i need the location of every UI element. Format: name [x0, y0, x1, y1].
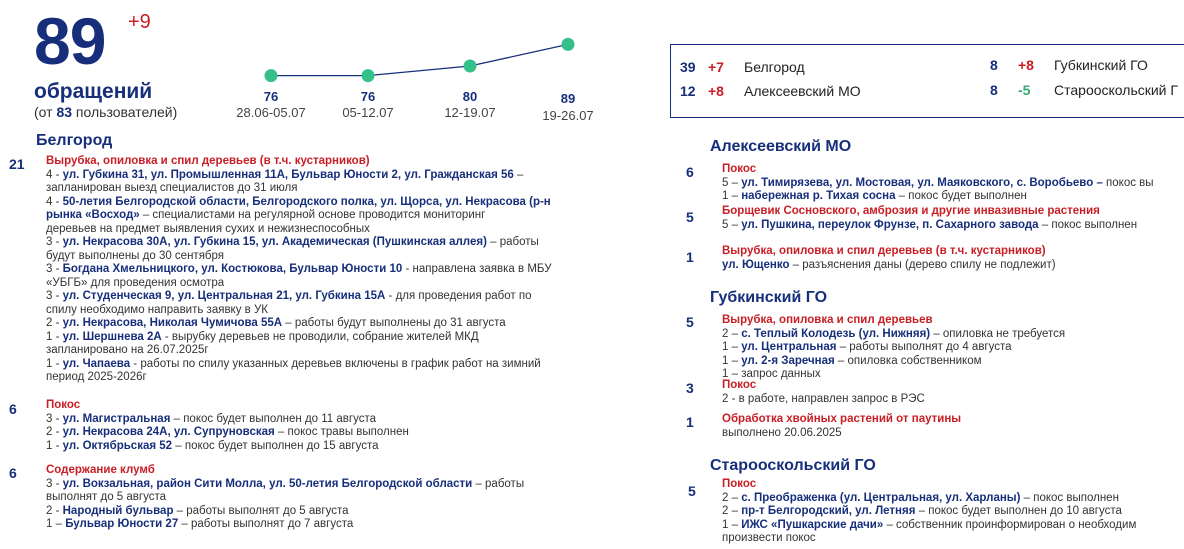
- issue-line: выполнят до 5 августа: [46, 491, 166, 503]
- issue-line: 1 - ул. Октябрьская 52 – покос будет выполнен до 15 августа: [46, 439, 379, 452]
- issue-line: 2 – пр-т Белгородский, ул. Летняя – покос будет выполнен до 10 августа: [722, 505, 1122, 517]
- issue-category: Покос: [722, 478, 757, 490]
- trend-value: 89: [560, 91, 576, 106]
- section-title-alekseevsky: Алексеевский МО: [710, 138, 852, 155]
- trend-date: 05-12.07: [342, 105, 394, 120]
- issue-line: 1 - ул. Чапаева - работы по спилу указанных деревьев включены в график работ на зимний: [46, 357, 541, 370]
- section-title-starooskolsky: Старооскольский ГО: [710, 457, 876, 474]
- issue-line: 3 - ул. Вокзальная, район Сити Молла, ул. 50-летия Белгородской области – работы: [46, 477, 525, 490]
- issue-line: 1 – ул. Центральная – работы выполнят до 4 августа: [722, 341, 1012, 353]
- trend-point: [464, 60, 477, 73]
- issue-line: 3 - ул. Некрасова 30А, ул. Губкина 15, ул. Академическая (Пушкинская аллея) – работы: [46, 236, 539, 248]
- issue-count: 6: [686, 164, 694, 180]
- trend-date: 19-26.07: [542, 108, 594, 123]
- issue-line: 1 – Бульвар Юности 27 – работы выполнят до 7 августа: [46, 518, 354, 530]
- issue-line: 1 – набережная р. Тихая сосна – покос будет выполнен: [722, 190, 1027, 202]
- trend-line: [271, 44, 568, 75]
- issue-category: Вырубка, опиловка и спил деревьев: [722, 314, 933, 326]
- issue-block: [722, 245, 1056, 272]
- issue-count: 21: [9, 156, 25, 172]
- issue-block: [722, 205, 1137, 232]
- issue-category: Обработка хвойных растений от паутины: [722, 413, 962, 425]
- section-title-gubkinsky: Губкинский ГО: [710, 289, 828, 306]
- issue-category: Борщевик Сосновского, амброзия и другие инвазивные растения: [722, 205, 1100, 217]
- summary-row: 39 +7 Белгород: [680, 59, 805, 75]
- summary-row: 8 -5 Старооскольский Г: [990, 82, 1178, 98]
- trend-value: 80: [462, 89, 478, 104]
- issue-line: 2 - ул. Некрасова, Николая Чумичова 55А – работы будут выполнены до 31 августа: [46, 317, 506, 329]
- issue-block: [46, 155, 552, 385]
- issue-line: 2 - Народный бульвар – работы выполнят до 5 августа: [46, 504, 349, 517]
- section-title-belgorod: Белгород: [36, 132, 113, 149]
- issue-count: 6: [9, 401, 17, 417]
- issue-line: 1 – запрос данных: [722, 368, 821, 380]
- issue-category: Покос: [46, 399, 81, 411]
- issue-line: 2 – с. Теплый Колодезь (ул. Нижняя) – опиловка не требуется: [722, 327, 1066, 340]
- issue-line: 1 - ул. Шершнева 2А - вырубку деревьев не проводили, собрание жителей МКД: [46, 330, 479, 343]
- issue-line: период 2025-2026г: [46, 371, 147, 383]
- issue-line: 2 - в работе, направлен запрос в РЭС: [722, 392, 925, 405]
- issue-line: «УБГБ» для проведения осмотра: [46, 276, 225, 289]
- issue-block: [722, 163, 1154, 204]
- issue-line: 3 - Богдана Хмельницкого, ул. Костюкова, Бульвар Юности 10 - направлена заявка в МБУ: [46, 263, 552, 275]
- issue-category: Вырубка, опиловка и спил деревьев (в т.ч. кустарников): [46, 155, 370, 167]
- issue-line: ул. Ющенко – разъяснения даны (дерево спилу не подлежит): [722, 258, 1056, 271]
- issue-line: рынка «Восход» – специалистами на регулярной основе проводится мониторинг: [46, 209, 486, 221]
- issue-line: выполнено 20.06.2025: [722, 426, 842, 439]
- issue-line: 3 - ул. Студенческая 9, ул. Центральная 21, ул. Губкина 15А - для проведения работ по: [46, 290, 532, 302]
- issue-block: [46, 399, 409, 453]
- issue-category: Покос: [722, 163, 757, 175]
- issue-block: [46, 464, 524, 532]
- issue-count: 5: [686, 314, 694, 330]
- trend-point: [562, 38, 575, 51]
- users-caption: (от 83 пользователей): [34, 104, 178, 120]
- issue-line: 2 – с. Преображенка (ул. Центральная, ул. Харланы) – покос выполнен: [722, 491, 1119, 504]
- trend-value: 76: [263, 89, 279, 104]
- issue-category: Содержание клумб: [46, 464, 155, 476]
- issue-block: [722, 413, 961, 440]
- issue-line: 5 – ул. Тимирязева, ул. Мостовая, ул. Маяковского, с. Воробьево – покос вы: [722, 176, 1154, 189]
- issue-line: произвести покос: [722, 532, 816, 544]
- summary-row: 8 +8 Губкинский ГО: [990, 57, 1148, 73]
- issue-count: 5: [686, 209, 694, 225]
- issue-line: 4 - ул. Губкина 31, ул. Промышленная 11А, Бульвар Юности 2, ул. Гражданская 56 –: [46, 168, 524, 181]
- issue-line: 2 - ул. Некрасова 24А, ул. Супруновская – покос травы выполнен: [46, 426, 409, 438]
- trend-date: 28.06-05.07: [236, 105, 306, 120]
- issue-count: 1: [686, 249, 694, 265]
- trend-point: [362, 69, 375, 82]
- users-count: 83: [56, 104, 73, 120]
- summary-box: [670, 44, 1184, 118]
- issue-block: [722, 314, 1065, 382]
- issue-line: 4 - 50-летия Белгородской области, Белгородского полка, ул. Щорса, ул. Некрасова (р-н: [46, 195, 551, 208]
- issue-line: запланировано на 26.07.2025г: [46, 344, 209, 356]
- issue-category: Вырубка, опиловка и спил деревьев (в т.ч. кустарников): [722, 245, 1046, 257]
- issue-line: 5 – ул. Пушкина, переулок Фрунзе, п. Сахарного завода – покос выполнен: [722, 218, 1138, 231]
- summary-row: 12 +8 Алексеевский МО: [680, 83, 861, 99]
- issue-block: [722, 478, 1136, 546]
- issue-line: 1 – ИЖС «Пушкарские дачи» – собственник проинформирован о необходим: [722, 518, 1137, 531]
- total-delta: +9: [128, 11, 151, 33]
- issue-line: 3 - ул. Магистральная – покос будет выполнен до 11 августа: [46, 412, 377, 425]
- trend-date: 12-19.07: [444, 105, 496, 120]
- issue-line: будут выполнены до 30 сентября: [46, 249, 224, 262]
- issue-block: [722, 379, 925, 406]
- requests-label: обращений: [34, 80, 153, 103]
- issue-count: 1: [686, 414, 694, 430]
- issue-line: деревьев на предмет выявления сухих и нежизнеспособных: [46, 222, 370, 235]
- total-requests: 89: [34, 4, 106, 78]
- issue-count: 3: [686, 380, 694, 396]
- issue-line: спилу необходимо направить заявку в УК: [46, 303, 268, 316]
- issue-line: запланирован выезд специалистов до 31 июля: [46, 182, 298, 194]
- issue-count: 5: [688, 483, 696, 499]
- issue-line: 1 – ул. 2-я Заречная – опиловка собственником: [722, 354, 982, 367]
- issue-count: 6: [9, 465, 17, 481]
- trend-point: [265, 69, 278, 82]
- trend-value: 76: [360, 89, 376, 104]
- issue-category: Покос: [722, 379, 757, 391]
